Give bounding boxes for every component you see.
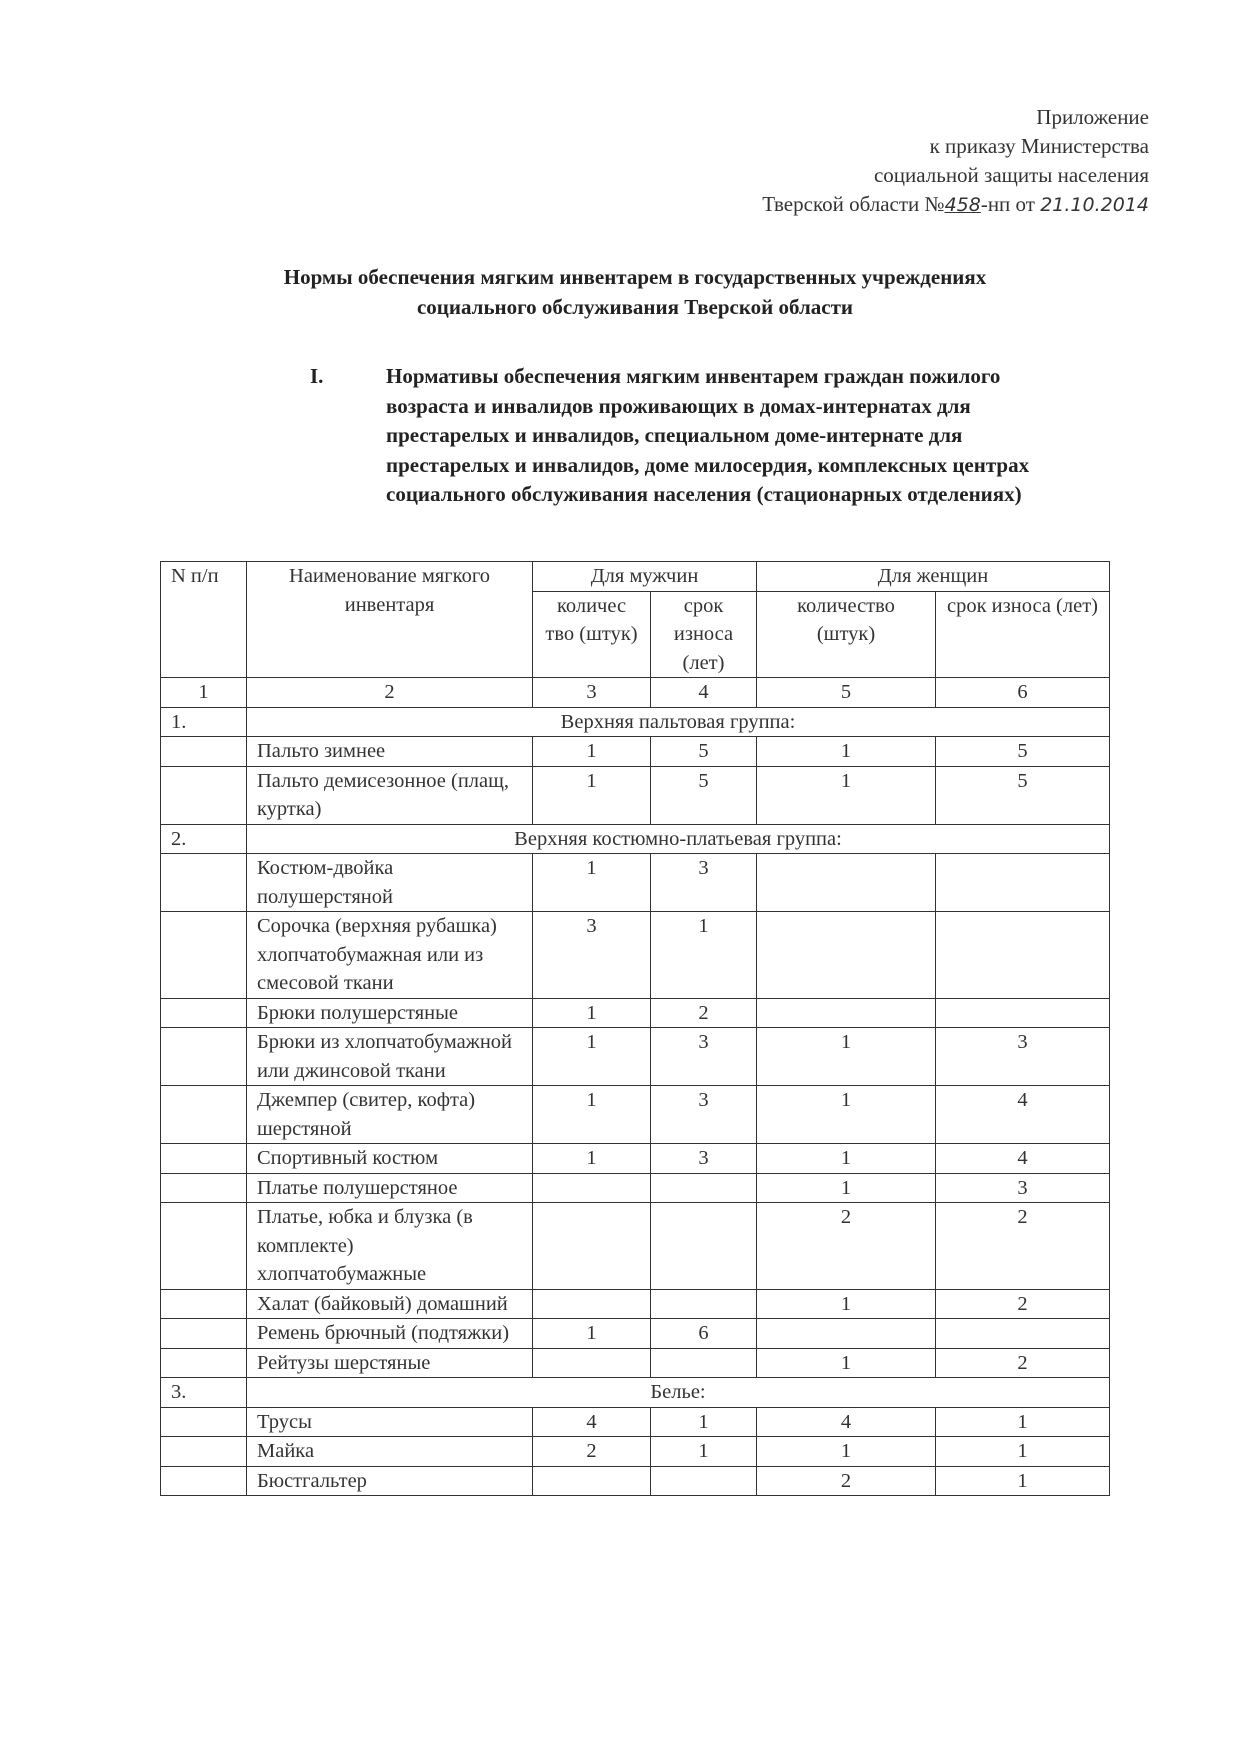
header-men-term: срок износа (лет) [651, 591, 757, 678]
col-number: 6 [936, 678, 1110, 708]
section-text: Нормативы обеспечения мягким инвентарем граждан пожилого возраста и инвалидов проживающих в домах-интернатах для престарелых и инвалидов, специальном доме-интернате для престарелых и инвалидов, доме милосердия, комплексных центрах социального обслуживания населения (стационарных отделениях) [386, 364, 1030, 506]
men-term: 1 [651, 912, 757, 999]
header-men-qty: количес тво (штук) [533, 591, 651, 678]
col-number: 4 [651, 678, 757, 708]
men-quantity: 1 [533, 1086, 651, 1144]
group-row [161, 707, 1110, 737]
men-quantity: 1 [533, 998, 651, 1028]
men-quantity [533, 1203, 651, 1290]
men-quantity [533, 1466, 651, 1496]
item-name: Ремень брючный (подтяжки) [247, 1319, 533, 1349]
men-term: 1 [651, 1437, 757, 1467]
table-row [161, 1173, 1110, 1203]
row-num-cell [161, 1407, 247, 1437]
women-quantity [757, 912, 936, 999]
title-line: социального обслуживания Тверской области [416, 295, 854, 319]
order-prefix: Тверской области № [762, 192, 945, 216]
women-term: 1 [936, 1437, 1110, 1467]
group-title: Верхняя пальтовая группа: [247, 707, 1110, 737]
women-quantity: 1 [757, 766, 936, 824]
women-quantity [757, 854, 936, 912]
men-quantity: 1 [533, 737, 651, 767]
row-num-cell [161, 1203, 247, 1290]
item-name: Брюки полушерстяные [247, 998, 533, 1028]
men-quantity: 1 [533, 1028, 651, 1086]
men-term [651, 1466, 757, 1496]
item-name: Майка [247, 1437, 533, 1467]
item-name: Рейтузы шерстяные [247, 1348, 533, 1378]
table-row [161, 854, 1110, 912]
group-number: 3. [161, 1378, 247, 1408]
appendix-header [762, 103, 1149, 220]
men-quantity: 1 [533, 1319, 651, 1349]
women-term: 3 [936, 1173, 1110, 1203]
women-term: 4 [936, 1144, 1110, 1174]
order-number: 458 [944, 194, 981, 216]
item-name: Пальто зимнее [247, 737, 533, 767]
women-term: 5 [936, 737, 1110, 767]
row-num-cell [161, 1437, 247, 1467]
item-name: Пальто демисезонное (плащ, куртка) [247, 766, 533, 824]
men-term [651, 1289, 757, 1319]
header-line: социальной защиты населения [873, 163, 1149, 187]
item-name: Костюм-двойка полушерстяной [247, 854, 533, 912]
men-quantity [533, 1289, 651, 1319]
col-number: 5 [757, 678, 936, 708]
men-term: 3 [651, 1086, 757, 1144]
women-quantity: 1 [757, 1173, 936, 1203]
header-men: Для мужчин [533, 562, 757, 592]
item-name: Спортивный костюм [247, 1144, 533, 1174]
women-term: 1 [936, 1407, 1110, 1437]
table-row [161, 766, 1110, 824]
item-name: Сорочка (верхняя рубашка) хлопчатобумажная или из смесовой ткани [247, 912, 533, 999]
row-num-cell [161, 998, 247, 1028]
table-row [161, 1289, 1110, 1319]
men-quantity: 4 [533, 1407, 651, 1437]
header-name: Наименование мягкого инвентаря [247, 562, 533, 678]
table-row [161, 1086, 1110, 1144]
row-num-cell [161, 1173, 247, 1203]
item-name: Джемпер (свитер, кофта) шерстяной [247, 1086, 533, 1144]
item-name: Платье, юбка и блузка (в комплекте) хлопчатобумажные [247, 1203, 533, 1290]
men-quantity [533, 1348, 651, 1378]
women-term [936, 912, 1110, 999]
table-row [161, 1348, 1110, 1378]
item-name: Платье полушерстяное [247, 1173, 533, 1203]
men-quantity: 1 [533, 854, 651, 912]
men-term: 5 [651, 766, 757, 824]
women-term: 2 [936, 1203, 1110, 1290]
women-quantity: 1 [757, 1028, 936, 1086]
group-title: Белье: [247, 1378, 1110, 1408]
women-quantity: 1 [757, 1144, 936, 1174]
row-num-cell [161, 766, 247, 824]
header-line: к приказу Министерства [929, 134, 1149, 158]
women-quantity: 2 [757, 1466, 936, 1496]
women-term: 2 [936, 1289, 1110, 1319]
row-num-cell [161, 1028, 247, 1086]
men-quantity [533, 1173, 651, 1203]
men-term: 6 [651, 1319, 757, 1349]
men-term: 5 [651, 737, 757, 767]
men-term: 2 [651, 998, 757, 1028]
women-term [936, 1319, 1110, 1349]
men-quantity: 3 [533, 912, 651, 999]
women-quantity [757, 1319, 936, 1349]
header-order-line [762, 190, 1149, 220]
order-mid: -нп от [980, 192, 1041, 216]
row-num-cell [161, 1086, 247, 1144]
row-num-cell [161, 1466, 247, 1496]
women-quantity: 1 [757, 1086, 936, 1144]
col-number: 2 [247, 678, 533, 708]
col-number: 1 [161, 678, 247, 708]
men-term [651, 1173, 757, 1203]
women-quantity: 4 [757, 1407, 936, 1437]
header-women: Для женщин [757, 562, 1110, 592]
women-term [936, 998, 1110, 1028]
title-line: Нормы обеспечения мягким инвентарем в государственных учреждениях [283, 265, 987, 289]
women-quantity [757, 998, 936, 1028]
women-quantity: 2 [757, 1203, 936, 1290]
women-term [936, 854, 1110, 912]
item-name: Брюки из хлопчатобумажной или джинсовой ткани [247, 1028, 533, 1086]
row-num-cell [161, 1289, 247, 1319]
men-quantity: 1 [533, 1144, 651, 1174]
row-num-cell [161, 1348, 247, 1378]
row-num-cell [161, 912, 247, 999]
women-term: 2 [936, 1348, 1110, 1378]
item-name: Халат (байковый) домашний [247, 1289, 533, 1319]
women-term: 4 [936, 1086, 1110, 1144]
men-term: 3 [651, 854, 757, 912]
men-quantity: 1 [533, 766, 651, 824]
women-term: 1 [936, 1466, 1110, 1496]
women-term: 5 [936, 766, 1110, 824]
men-term: 1 [651, 1407, 757, 1437]
header-num: N п/п [161, 562, 247, 678]
men-quantity: 2 [533, 1437, 651, 1467]
col-number: 3 [533, 678, 651, 708]
group-row [161, 1378, 1110, 1408]
table-row [161, 1407, 1110, 1437]
row-num-cell [161, 1144, 247, 1174]
table-row [161, 1203, 1110, 1290]
women-quantity: 1 [757, 737, 936, 767]
group-row [161, 824, 1110, 854]
table-row [161, 1466, 1110, 1496]
item-name: Трусы [247, 1407, 533, 1437]
group-number: 2. [161, 824, 247, 854]
table-row [161, 1319, 1110, 1349]
header-women-term: срок износа (лет) [936, 591, 1110, 678]
men-term [651, 1203, 757, 1290]
row-num-cell [161, 737, 247, 767]
women-quantity: 1 [757, 1437, 936, 1467]
table-row [161, 1437, 1110, 1467]
order-date: 21.10.2014 [1040, 194, 1149, 216]
table-row [161, 998, 1110, 1028]
table-row [161, 737, 1110, 767]
document-title [160, 262, 1110, 322]
group-title: Верхняя костюмно-платьевая группа: [247, 824, 1110, 854]
table-row [161, 1144, 1110, 1174]
section-number: I. [310, 364, 324, 388]
men-term [651, 1348, 757, 1378]
table-row [161, 1028, 1110, 1086]
women-quantity: 1 [757, 1348, 936, 1378]
item-name: Бюстгальтер [247, 1466, 533, 1496]
men-term: 3 [651, 1144, 757, 1174]
header-line: Приложение [1036, 105, 1149, 129]
men-term: 3 [651, 1028, 757, 1086]
norms-table [160, 561, 1110, 1496]
women-quantity: 1 [757, 1289, 936, 1319]
row-num-cell [161, 854, 247, 912]
table-row [161, 912, 1110, 999]
row-num-cell [161, 1319, 247, 1349]
women-term: 3 [936, 1028, 1110, 1086]
group-number: 1. [161, 707, 247, 737]
header-women-qty: количество (штук) [757, 591, 936, 678]
